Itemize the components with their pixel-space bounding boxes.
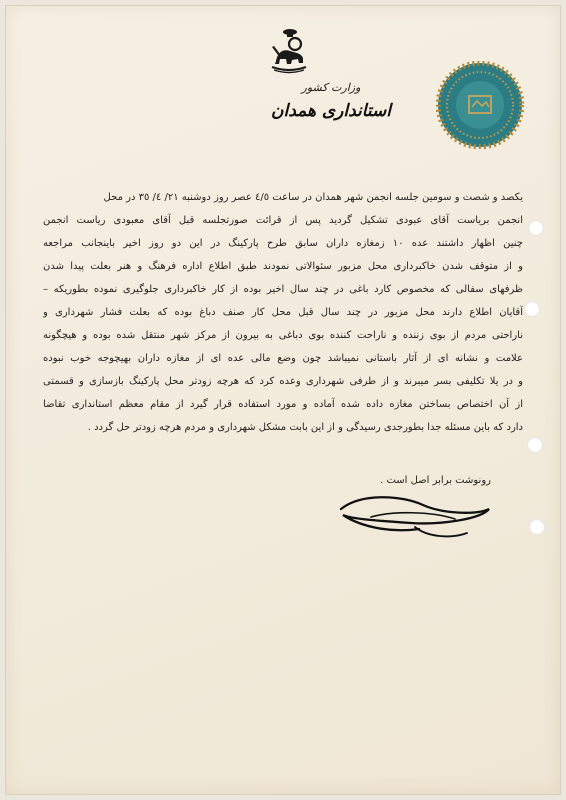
punch-hole (527, 437, 543, 453)
office-title: استانداری همدان (270, 101, 391, 121)
body-line: چنین اظهار داشتند عده ۱۰ زمغازه داران سابق طرح پارکینگ در این دو روز اخیر باینجانب مراجعه (43, 238, 523, 249)
document-page (5, 5, 561, 795)
lion-and-sun-emblem-icon (268, 27, 310, 75)
ministry-title: وزارت کشور (301, 81, 361, 94)
body-line: و از متوقف شدن خاکبرداری محل مزبور سئوالاتی نمودند طبق اطلاع اداره فرهنگ و هنر بعلت پیدا شدن (43, 261, 523, 272)
punch-hole (529, 519, 545, 535)
round-blue-seal-icon (436, 61, 524, 149)
body-line: انجمن بریاست آقای عبودی تشکیل گردید پس از قرائت صورتجلسه قبل آقای معبودی ریاست انجمن (43, 215, 523, 226)
certified-copy-note: رونوشت برابر اصل است . (380, 475, 491, 486)
punch-hole (524, 301, 540, 317)
body-line: و در یلا تکلیفی بسر میبرند و از طرفی شهرداری وعده کرد که هرچه زودتر محل پارکینگ بازسازی و قسمتی (43, 376, 523, 387)
body-line: ناراحتی مردم از بوی زننده و ناراحت کننده بوی دباغی به بیرون از مرکز شهر منتقل شده بوده و هیچگونه (43, 330, 523, 341)
body-line: یکصد و شصت و سومین جلسه انجمن شهر همدان در ساعت ٤/٥ عصر روز دوشنبه ٢١/ ٤/ ٣٥ در محل (103, 192, 523, 203)
punch-hole (528, 220, 544, 236)
body-line: از آن اختصاص بساختن مغازه داده شده آماده و مورد استفاده قرار گیرد از مقام معظم استانداری تقاضا (43, 399, 523, 410)
letter-body (43, 186, 523, 439)
body-line: ظرفهای سفالی که مخصوص کارد باغی در چند سال اخیر بوده از کار خاکبرداری جلوگیری نموده بطوریکه – (43, 284, 523, 295)
body-line: علامت و نشانه ای از آثار باستانی نمیباشد چون وضع مالی عده ای از مغازه داران بهیچوجه خوب نبوده (43, 353, 523, 364)
body-line: دارد که باین مسئله جدا بطورجدی رسیدگی و از این بابت مشکل شهرداری و مردم هرچه زودتر حل گردد . (87, 422, 523, 433)
body-line: آقایان اطلاع دارند محل مزبور در چند سال قبل محل کار صنف دباغ بوده که بعلت فشار شهرداری و (43, 307, 523, 318)
handwritten-signature (331, 489, 495, 541)
